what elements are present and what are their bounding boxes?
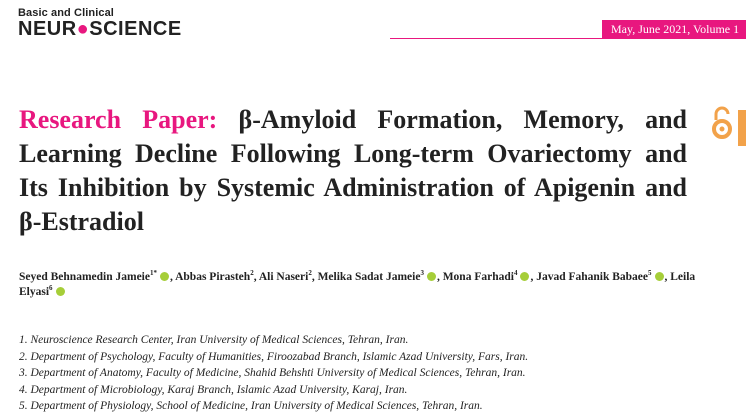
author-sup: 4 — [513, 269, 518, 277]
affiliation-item: 5. Department of Physiology, School of Medicine, Iran University of Medical Sciences, Tehran, Iran. — [19, 400, 483, 413]
orcid-icon[interactable] — [427, 272, 436, 281]
affiliation-list — [19, 332, 528, 415]
affiliation-item: 3. Department of Anatomy, Faculty of Medicine, Shahid Behshti University of Medical Sciences, Tehran, Iran. — [19, 367, 526, 380]
author-name: Javad Fahanik Babaee — [536, 270, 649, 283]
affiliation-item: 2. Department of Psychology, Faculty of Humanities, Firoozabad Branch, Islamic Azad University, Fars, Iran. — [19, 350, 529, 363]
orcid-icon[interactable] — [655, 272, 664, 281]
author-name: Ali Naseri — [258, 270, 309, 283]
logo-main-text — [18, 19, 182, 39]
affiliation-item: 4. Department of Microbiology, Karaj Branch, Islamic Azad University, Karaj, Iran. — [19, 383, 408, 396]
author-name: Melika Sadat Jameie — [317, 270, 421, 283]
header-divider — [390, 38, 746, 39]
author-sup: 6 — [49, 284, 53, 292]
author-list — [19, 265, 746, 298]
open-access-icon — [710, 106, 734, 140]
author-sup: 1* — [149, 269, 157, 277]
logo-main-b: SCIENCE — [89, 18, 182, 40]
author-name: Seyed Behnamedin Jameie — [19, 270, 150, 283]
orcid-icon[interactable] — [160, 272, 169, 281]
author-name: Leila — [670, 270, 696, 283]
author-name: Elyasi — [19, 285, 50, 298]
author-sup: 2 — [308, 269, 312, 277]
affiliation-item: 1. Neuroscience Research Center, Iran University of Medical Sciences, Tehran, Iran. — [19, 334, 409, 346]
author-row-1: Seyed Behnamedin Jameie$^{1*}$ , Abbas Pirasteh$^2$, Ali Naseri$^2$, Melika Sadat Jameie$^3$ , Mona Farhadi$^4$ , Javad Fahanik Babaee$^5$ , Leila — [19, 269, 696, 283]
orcid-icon[interactable] — [520, 272, 529, 281]
issue-text: May, June 2021, Volume 1 — [611, 22, 740, 36]
logo-main-a: NEUR — [18, 18, 77, 40]
logo-o-icon: ● — [76, 18, 90, 40]
author-sup: 5 — [648, 269, 652, 277]
article-title — [19, 103, 687, 239]
article-type-label: Research Paper: — [19, 105, 218, 134]
article-title-text: β-Amyloid Formation, Memory, and Learning Decline Following Long-term Ovariectomy and Its Inhibition by Systemic Administration of Apigenin and β-Estradiol — [19, 105, 688, 236]
logo-top-text: Basic and Clinical — [18, 7, 114, 19]
author-row-2 — [19, 280, 66, 300]
author-name: Abbas Pirasteh — [175, 270, 251, 283]
author-name: Mona Farhadi — [442, 270, 514, 283]
issue-band — [602, 20, 746, 38]
journal-logo — [18, 7, 182, 39]
author-sup: 3 — [420, 269, 424, 277]
open-access-strip — [738, 110, 746, 146]
orcid-icon[interactable] — [56, 287, 65, 296]
author-sup: 2 — [250, 269, 254, 277]
